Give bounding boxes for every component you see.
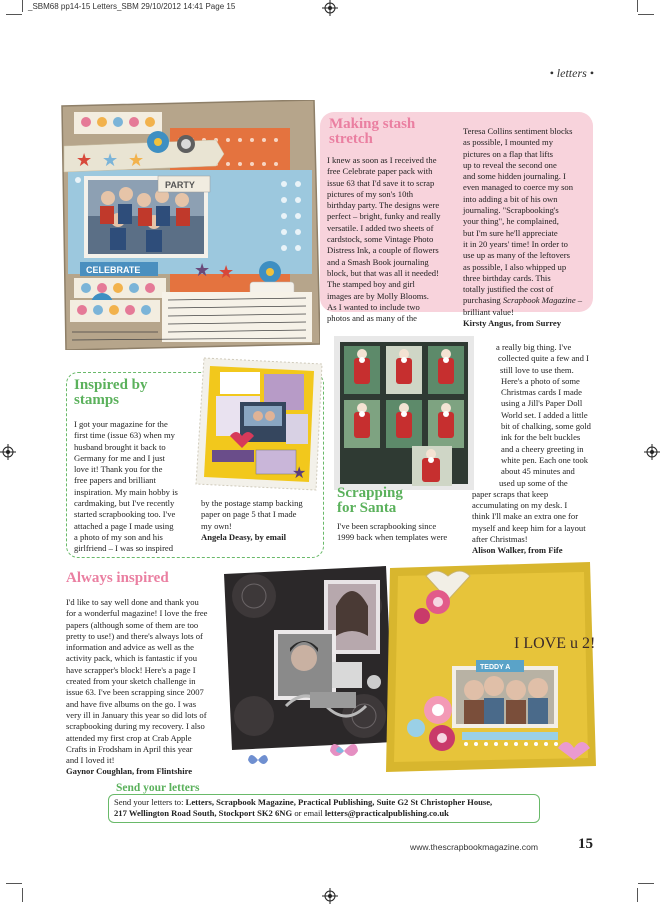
svg-text:★: ★ (292, 465, 307, 482)
page-number: 15 (578, 836, 593, 852)
svg-text:PARTY: PARTY (165, 180, 195, 190)
text-line: Crafts in Frodsham in April this year (66, 743, 193, 754)
dark-layout-photo (224, 566, 394, 750)
text-line: Christmas cards I made (501, 387, 582, 398)
crop-mark (6, 14, 22, 15)
svg-text:★: ★ (76, 150, 93, 170)
text-line: free Celebrate paper pack with (327, 166, 433, 177)
text-line: still love to use them. (500, 364, 574, 375)
text-line: about 45 minutes and (501, 466, 575, 477)
text-line: journaling. "Scrapbooking's (463, 205, 559, 216)
text-line: pictures of my son's 10th (327, 188, 414, 199)
text-line: used up some of the (499, 477, 568, 488)
text-line: issue 63 that I'd save it to scrap (327, 177, 435, 188)
text-line: attended my first crop at Crab Apple (66, 732, 192, 743)
text-line: cardstock, some Vintage Photo (327, 234, 434, 245)
text-line: Germany for me and I just (74, 452, 165, 463)
text-line: it in 20 years' time! In order to (463, 238, 568, 249)
text-line: ink for the belt buckles (501, 432, 581, 443)
text-line: activity pack, which is fantastic if you (66, 653, 198, 664)
svg-text:TEDDY A: TEDDY A (480, 664, 511, 671)
stash-letter-column-1 (327, 155, 455, 324)
text-line: pictures on a flap that lifts (463, 148, 553, 159)
text-line: and some hidden journaling. I (463, 171, 566, 182)
text-line: birthday party. The designs were (327, 200, 440, 211)
website-url[interactable]: www.thescrapbookmagazine.com (410, 842, 539, 852)
text-line: started scrapbooking too. I've (74, 509, 176, 520)
always-letter-body (66, 597, 226, 778)
text-line: block, but that was all it needed! (327, 267, 439, 278)
address-text: Letters, Scrapbook Magazine, Practical Publishing, Suite G2 St Christopher House, (185, 797, 493, 807)
section-tag: • letters • (549, 66, 594, 80)
text-run: Send your letters to: (114, 797, 186, 807)
text-line: versatile. I added two sheets of (327, 222, 434, 233)
text-line: as possible, I also whipped up (463, 261, 567, 272)
text-run: or email (292, 808, 325, 819)
title-line: Scrapping (337, 485, 403, 501)
text-line: brilliant value! (463, 306, 514, 317)
stamps-layout-photo (192, 354, 326, 494)
text-line: 1999 back when templates were (337, 532, 448, 543)
svg-text:★: ★ (218, 262, 235, 282)
text-line: a photo of my son and his (74, 531, 163, 542)
crop-mark (637, 0, 638, 12)
text-line: use up as many of the leftovers (463, 250, 570, 261)
letter-signature: Alison Walker, from Fife (472, 545, 563, 556)
santa-letter-column-1 (337, 521, 461, 544)
svg-text:CELEBRATE: CELEBRATE (86, 265, 141, 275)
magazine-name: Scrapbook Magazine (502, 295, 576, 306)
text-line: by the postage stamp backing (201, 498, 303, 508)
text-line: photos and as many of the (327, 313, 417, 324)
text-line: even managed to coerce my son (463, 182, 574, 193)
text-line: I've been scrapbooking since (337, 521, 437, 531)
text-line: cardmaking, but I've recently (74, 498, 175, 509)
butterfly-icon (248, 752, 268, 768)
title-line: Inspired by (74, 377, 148, 393)
text-line: girlfriend – I was so inspired (74, 543, 174, 554)
text-line: bit of chalking, some gold (501, 421, 591, 432)
text-line: paper on page 5 that I made (201, 509, 297, 520)
text-line: and I loved it! (66, 755, 115, 766)
stash-letter-title (329, 117, 415, 147)
text-line: Distress Ink, a couple of flowers (327, 245, 439, 256)
text-line: and have five albums on the go. I was (66, 698, 197, 709)
title-line: stretch (329, 131, 373, 147)
registration-mark-icon (322, 0, 338, 16)
address-text: 217 Wellington Road South, Stockport SK2 6NG (114, 808, 293, 819)
text-line: your thing", he complained, (463, 216, 559, 227)
text-line (114, 808, 538, 819)
butterfly-icon (330, 740, 358, 762)
title-line: stamps (74, 392, 120, 408)
stamps-letter-title (74, 378, 148, 408)
text-line (114, 797, 538, 808)
text-line: accumulating on my desk. I (472, 500, 568, 511)
text-line: very ill in January this year so did lots of (66, 709, 207, 720)
text-line: as possible, I mounted my (463, 137, 553, 148)
crop-mark (22, 888, 23, 902)
title-line: Making stash (329, 116, 416, 132)
letter-signature: Kirsty Angus, from Surrey (463, 318, 562, 329)
text-line: scrapbooking during my recovery. I also (66, 721, 205, 732)
stamps-letter-column-2 (201, 498, 321, 543)
svg-text:I LOVE u 2!: I LOVE u 2! (514, 635, 596, 652)
text-line: I knew as soon as I received the (327, 155, 437, 165)
svg-text:★: ★ (194, 260, 211, 280)
text-line: have scrapper's block! Here's a page I (66, 664, 196, 675)
text-line: I'd like to say well done and thank you (66, 597, 199, 607)
text-line: attached a page I made using (74, 520, 174, 531)
letter-signature: Gaynor Coughlan, from Flintshire (66, 766, 193, 777)
text-line: up to reveal the second one (463, 159, 557, 170)
slug-line: _SBM68 pp14-15 Letters_SBM 29/10/2012 14:41 Page 15 (28, 2, 236, 11)
text-line: myself and keep him for a layout (472, 522, 586, 533)
text-line: created from your sketch challenge in (66, 676, 196, 687)
text-line: I got your magazine for the (74, 419, 168, 429)
stash-letter-column-2 (463, 126, 591, 329)
crop-mark (22, 0, 23, 12)
crop-mark (638, 883, 654, 884)
crop-mark (637, 888, 638, 902)
text-line: papers (although some of them are too (66, 619, 199, 630)
text-line: totally justified the cost of (463, 284, 554, 295)
crop-mark (6, 883, 22, 884)
text-line: into adding a bit of his own (463, 193, 558, 204)
text-line: perfect – bright, funky and really (327, 211, 441, 222)
text-line: think I'll make an extra one for (472, 511, 579, 522)
santa-letter-column-2 (472, 342, 598, 557)
text-line: a really big thing. I've (496, 342, 572, 352)
registration-mark-icon (644, 444, 660, 460)
registration-mark-icon (0, 444, 16, 460)
text-line: first time (issue 63) when my (74, 430, 175, 441)
text-line: husband brought it back to (74, 441, 166, 452)
text-line: information and advice as well as the (66, 642, 194, 653)
text-line: Teresa Collins sentiment blocks (463, 126, 573, 136)
svg-text:★: ★ (128, 150, 145, 170)
text-line: collected quite a few and I (498, 353, 589, 364)
always-letter-title: Always inspired (66, 570, 169, 586)
yellow-layout-photo (386, 562, 596, 772)
text-line: after Christmas! (472, 534, 528, 545)
text-line: As I wanted to include two (327, 301, 420, 312)
title-line: for Santa (337, 500, 397, 516)
crop-mark (638, 14, 654, 15)
santa-letter-title (337, 486, 403, 516)
registration-mark-icon (322, 888, 338, 904)
santa-cards-photo (334, 336, 474, 490)
text-line: Here's a photo of some (501, 375, 580, 386)
text-run: – (575, 295, 583, 306)
text-line: love it! Thank you for the (74, 464, 163, 475)
text-line: free papers and brilliant (74, 475, 156, 486)
email-link[interactable]: letters@practicalpublishing.co.uk (324, 808, 449, 819)
text-line: images are by Molly Blooms. (327, 290, 429, 301)
text-line: white pen. Each one took (501, 454, 589, 465)
text-line: paper scraps that keep (472, 488, 549, 499)
stash-layout-photo (58, 100, 320, 350)
svg-text:★: ★ (102, 150, 119, 170)
send-letters-text (114, 797, 538, 820)
text-line: but I'm sure he'll appreciate (463, 227, 558, 238)
text-line: and a cheery greeting in (501, 443, 584, 454)
text-line: my own! (201, 520, 232, 531)
letter-signature: Angela Deasy, by email (201, 531, 286, 542)
text-line: The stamped boy and girl (327, 279, 415, 290)
text-line: inspiration. My main hobby is (74, 486, 178, 497)
send-letters-title: Send your letters (116, 782, 200, 794)
text-line: issue 63. I've been scrapping since 2007 (66, 687, 204, 698)
text-line: for a wonderful magazine! I love the free (66, 608, 208, 619)
stamps-letter-column-1 (74, 419, 198, 555)
text-line: World set. I added a little (501, 409, 588, 420)
text-line: using a Jill's Paper Doll (501, 398, 583, 409)
text-line (463, 295, 591, 306)
text-line: pretty to use!) and there's always lots of (66, 630, 203, 641)
text-line: three birthday cards. This (463, 272, 551, 283)
text-line: and a Smash Book journaling (327, 256, 429, 267)
text-run: purchasing (463, 295, 503, 306)
